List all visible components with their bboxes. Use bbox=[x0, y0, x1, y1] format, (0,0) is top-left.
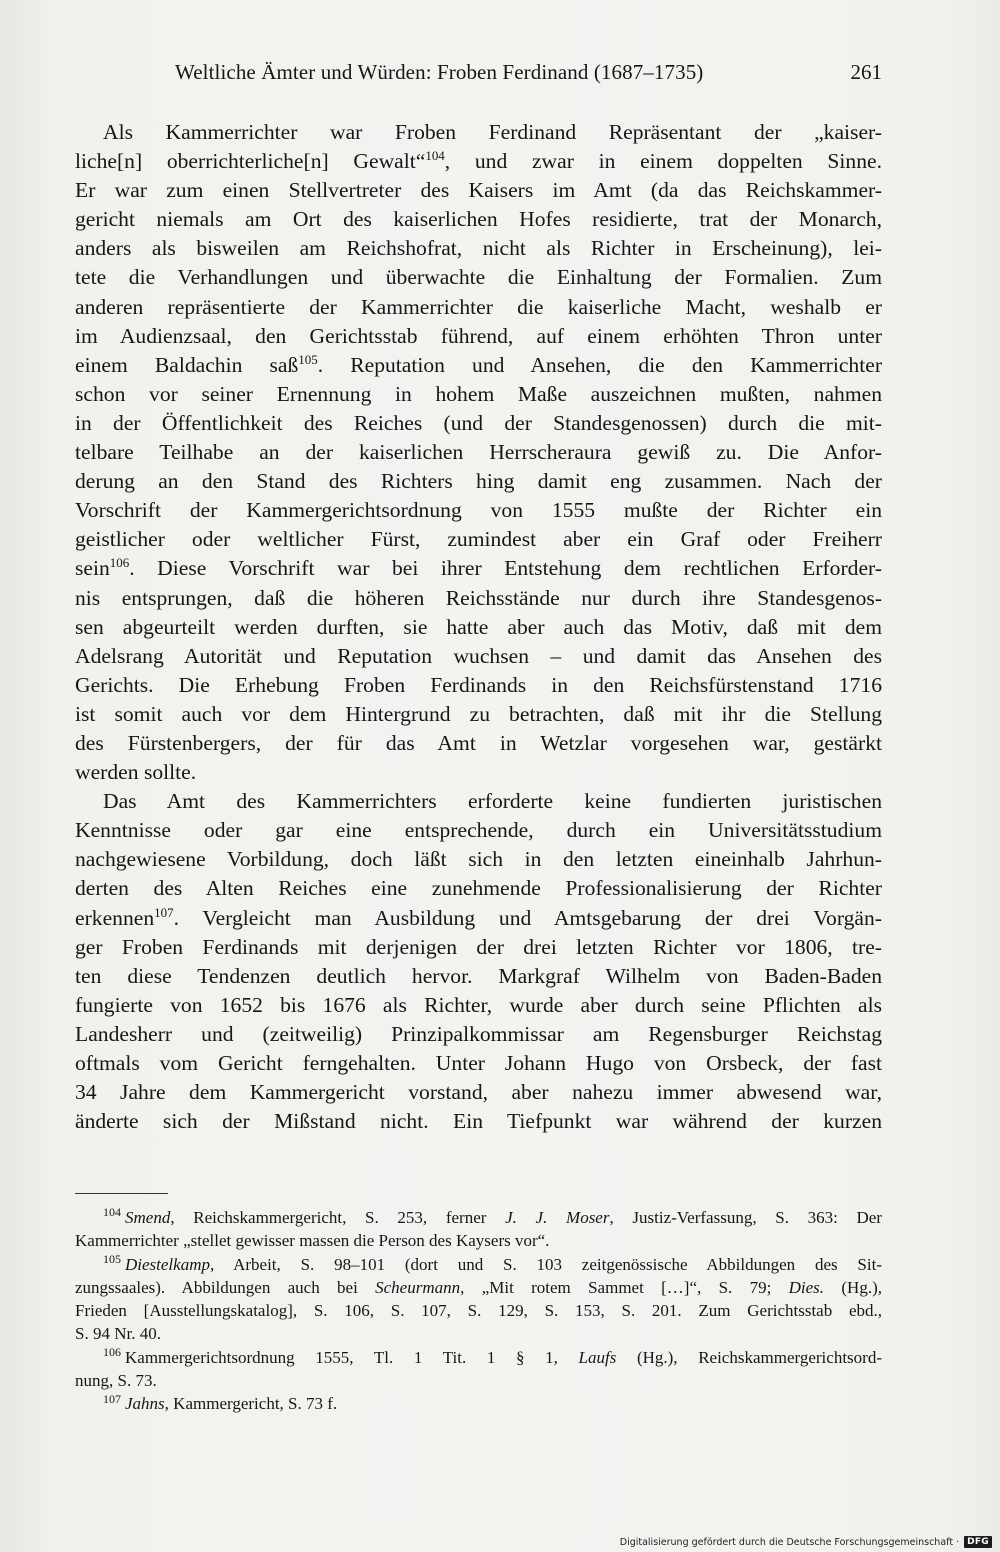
footnote-text: , Arbeit, S. 98–101 (dort und S. 103 zeitgenössische Abbildungen des Sit- bbox=[209, 1254, 882, 1274]
footnote-text: Frieden [Ausstellungskatalog], S. 106, S. 107, S. 129, S. 153, S. 201. Zum Gerichtsstab ebd., bbox=[75, 1301, 882, 1321]
body-line bbox=[75, 642, 882, 671]
footnote-line bbox=[75, 1253, 882, 1276]
body-line bbox=[75, 671, 882, 700]
body-line bbox=[75, 234, 882, 263]
body-line-text: in der Öffentlichkeit des Reiches (und der Standesgenossen) durch die mit- bbox=[75, 410, 882, 435]
body-line-text: änderte sich der Mißstand nicht. Ein Tiefpunkt war während der kurzen bbox=[75, 1109, 882, 1134]
body-line bbox=[75, 118, 882, 147]
footnote-text: nung, S. 73. bbox=[75, 1371, 157, 1391]
body-line-text: ger Froben Ferdinands mit derjenigen der drei letzten Richter vor 1806, tre- bbox=[75, 934, 882, 959]
cited-author: Scheurmann bbox=[375, 1277, 461, 1297]
body-line bbox=[75, 816, 882, 845]
body-line bbox=[75, 351, 882, 380]
cited-author: Dies. bbox=[788, 1277, 825, 1297]
body-line-text: Vorschrift der Kammergerichtsordnung von 1555 mußte der Richter ein bbox=[75, 498, 882, 523]
body-line bbox=[75, 874, 882, 903]
footnote-text: Kammerrichter „stellet gewisser massen die Person des Kaysers vor“. bbox=[75, 1231, 550, 1251]
body-line-text: Das Amt des Kammerrichters erforderte keine fundierten juristischen bbox=[103, 789, 882, 814]
body-line bbox=[75, 467, 882, 496]
body-line bbox=[75, 1049, 882, 1078]
body-line-text: schon vor seiner Ernennung in hohem Maße auszeichnen mußten, nahmen bbox=[75, 381, 882, 406]
body-line bbox=[75, 1020, 882, 1049]
body-line bbox=[75, 263, 882, 292]
body-line-text: anderen repräsentierte der Kammerrichter die kaiserliche Macht, weshalb er bbox=[75, 294, 882, 319]
footnote-text: , Reichskammergericht, S. 253, ferner bbox=[170, 1208, 506, 1227]
footnote-text: S. 94 Nr. 40. bbox=[75, 1324, 161, 1344]
body-line bbox=[75, 991, 882, 1020]
body-line bbox=[75, 205, 882, 234]
footnote-line bbox=[75, 1346, 882, 1369]
footnotes bbox=[75, 1206, 882, 1416]
body-line-text: sen abgeurteilt werden durften, sie hatte aber auch das Motiv, daß mit dem bbox=[75, 614, 882, 639]
footnote-line bbox=[75, 1299, 882, 1322]
body-line-text: 34 Jahre dem Kammergericht vorstand, aber nahezu immer abwesend war, bbox=[75, 1080, 882, 1105]
body-text bbox=[75, 118, 882, 1136]
footnote-text: (Hg.), bbox=[824, 1277, 882, 1297]
credit-text: Digitalisierung gefördert durch die Deutsche Forschungsgemeinschaft · bbox=[619, 1536, 960, 1548]
body-line-text: nis entsprungen, daß die höheren Reichsstände nur durch ihre Standesgenos- bbox=[75, 585, 882, 610]
body-line-text: oftmals vom Gericht ferngehalten. Unter Johann Hugo von Orsbeck, der fast bbox=[75, 1051, 882, 1075]
body-line-text: liche[n] oberrichterliche[n] Gewalt“ bbox=[75, 149, 426, 174]
footnote-separator bbox=[75, 1193, 168, 1194]
body-line-text: sein bbox=[75, 556, 110, 581]
body-line bbox=[75, 147, 882, 176]
footnote-marker[interactable]: 106 bbox=[109, 555, 130, 571]
footnote-number: 107 bbox=[103, 1391, 121, 1406]
body-line bbox=[75, 845, 882, 874]
body-line-text: im Audienzsaal, den Gerichtsstab führend, auf einem erhöhten Thron unter bbox=[75, 323, 882, 348]
body-line bbox=[75, 409, 882, 438]
body-line-text: ten diese Tendenzen deutlich hervor. Markgraf Wilhelm von Baden-Baden bbox=[75, 963, 882, 988]
body-line-text: gericht niemals am Ort des kaiserlichen Hofes residierte, trat der Monarch, bbox=[75, 207, 882, 232]
footnote-line bbox=[75, 1206, 882, 1229]
body-line bbox=[75, 904, 882, 933]
footnote-text: (Hg.), Reichskammergerichtsord- bbox=[616, 1347, 882, 1367]
body-line bbox=[75, 1078, 882, 1107]
body-line-text: fungierte von 1652 bis 1676 als Richter, wurde aber durch seine Pflichten als bbox=[75, 992, 882, 1017]
body-line-text: telbare Teilhabe an der kaiserlichen Herrscheraura gewiß zu. Die Anfor- bbox=[75, 440, 882, 465]
footnote-line bbox=[75, 1229, 882, 1252]
footnote-text: , Kammergericht, S. 73 f. bbox=[164, 1394, 338, 1414]
body-line bbox=[75, 584, 882, 613]
body-line bbox=[75, 438, 882, 467]
cited-author: Laufs bbox=[578, 1347, 617, 1367]
body-line-text: . Reputation und Ansehen, die den Kammerrichter bbox=[317, 352, 883, 377]
cited-author: Smend bbox=[125, 1208, 171, 1227]
footnote-text: , „Mit rotem Sammet […]“, S. 79; bbox=[460, 1277, 789, 1297]
body-line-text: erkennen bbox=[75, 905, 155, 930]
body-line-text: , und zwar in einem doppelten Sinne. bbox=[444, 149, 882, 174]
body-line-text: Er war zum einen Stellvertreter des Kaisers im Amt (da das Reichskammer- bbox=[75, 178, 882, 203]
body-line-text: werden sollte. bbox=[75, 760, 197, 785]
footnote-text: , Justiz-Verfassung, S. 363: Der bbox=[609, 1208, 883, 1227]
page-header bbox=[75, 60, 882, 92]
cited-author: Jahns bbox=[125, 1394, 165, 1414]
body-line-text: . Diese Vorschrift war bei ihrer Entstehung dem rechtlichen Erforder- bbox=[129, 556, 882, 581]
body-line-text: . Vergleicht man Ausbildung und Amtsgebarung der drei Vorgän- bbox=[173, 905, 882, 930]
body-line-text: einem Baldachin saß bbox=[75, 352, 299, 377]
body-line-text: ist somit auch vor dem Hintergrund zu betrachten, daß mit ihr die Stellung bbox=[75, 701, 882, 726]
footnote-line bbox=[75, 1369, 882, 1392]
digitization-credit bbox=[620, 1535, 992, 1549]
footnote-line bbox=[75, 1276, 882, 1299]
body-line-text: derten des Alten Reiches eine zunehmende Professionalisierung der Richter bbox=[75, 876, 882, 901]
body-line bbox=[75, 787, 882, 816]
body-line bbox=[75, 176, 882, 205]
body-line-text: Adelsrang Autorität und Reputation wuchsen – und damit das Ansehen des bbox=[75, 643, 882, 668]
body-line-text: anders als bisweilen am Reichshofrat, nicht als Richter in Erscheinung), lei- bbox=[75, 236, 882, 261]
running-title: Weltliche Ämter und Würden: Froben Ferdinand (1687–1735) bbox=[175, 60, 704, 84]
body-line-text: derung an den Stand des Richters hing damit eng zusammen. Nach der bbox=[75, 469, 882, 494]
body-line-text: nachgewiesene Vorbildung, doch läßt sich in den letzten eineinhalb Jahrhun- bbox=[75, 847, 882, 872]
body-line bbox=[75, 700, 882, 729]
body-line bbox=[75, 1107, 882, 1136]
footnote-text: zungssaales). Abbildungen auch bei bbox=[75, 1277, 376, 1297]
footnote-marker[interactable]: 105 bbox=[298, 351, 318, 367]
footnote-line bbox=[75, 1322, 882, 1345]
body-line bbox=[75, 496, 882, 525]
cited-author: Diestelkamp bbox=[125, 1254, 210, 1274]
body-line-text: Als Kammerrichter war Froben Ferdinand Repräsentant der „kaiser- bbox=[103, 120, 882, 144]
footnote-text: Kammergerichtsordnung 1555, Tl. 1 Tit. 1 § 1, bbox=[125, 1347, 579, 1367]
body-line-text: Gerichts. Die Erhebung Froben Ferdinands in den Reichsfürstenstand 1716 bbox=[75, 672, 882, 697]
body-line bbox=[75, 293, 882, 322]
body-line-text: Landesherr und (zeitweilig) Prinzipalkommissar am Regensburger Reichstag bbox=[75, 1021, 882, 1046]
body-line bbox=[75, 962, 882, 991]
page-number: 261 bbox=[850, 60, 882, 84]
body-line bbox=[75, 525, 882, 554]
footnote-line bbox=[75, 1392, 882, 1415]
body-line bbox=[75, 613, 882, 642]
footnote-marker[interactable]: 104 bbox=[425, 147, 445, 163]
body-line bbox=[75, 380, 882, 409]
body-line bbox=[75, 554, 882, 583]
body-line-text: des Fürstenbergers, der für das Amt in Wetzlar vorgesehen war, gestärkt bbox=[75, 730, 882, 755]
footnote-number: 104 bbox=[103, 1205, 121, 1220]
body-line bbox=[75, 758, 882, 787]
dfg-logo: DFG bbox=[964, 1536, 992, 1548]
footnote-marker[interactable]: 107 bbox=[154, 904, 174, 920]
body-line bbox=[75, 729, 882, 758]
body-line bbox=[75, 933, 882, 962]
footnote-number: 105 bbox=[103, 1251, 121, 1266]
cited-author: J. J. Moser bbox=[505, 1208, 610, 1227]
footnote-number: 106 bbox=[103, 1345, 121, 1360]
body-line-text: geistlicher oder weltlicher Fürst, zumindest aber ein Graf oder Freiherr bbox=[75, 527, 882, 552]
body-line bbox=[75, 322, 882, 351]
body-line-text: tete die Verhandlungen und überwachte die Einhaltung der Formalien. Zum bbox=[75, 265, 882, 290]
body-line-text: Kenntnisse oder gar eine entsprechende, durch ein Universitätsstudium bbox=[75, 818, 882, 843]
